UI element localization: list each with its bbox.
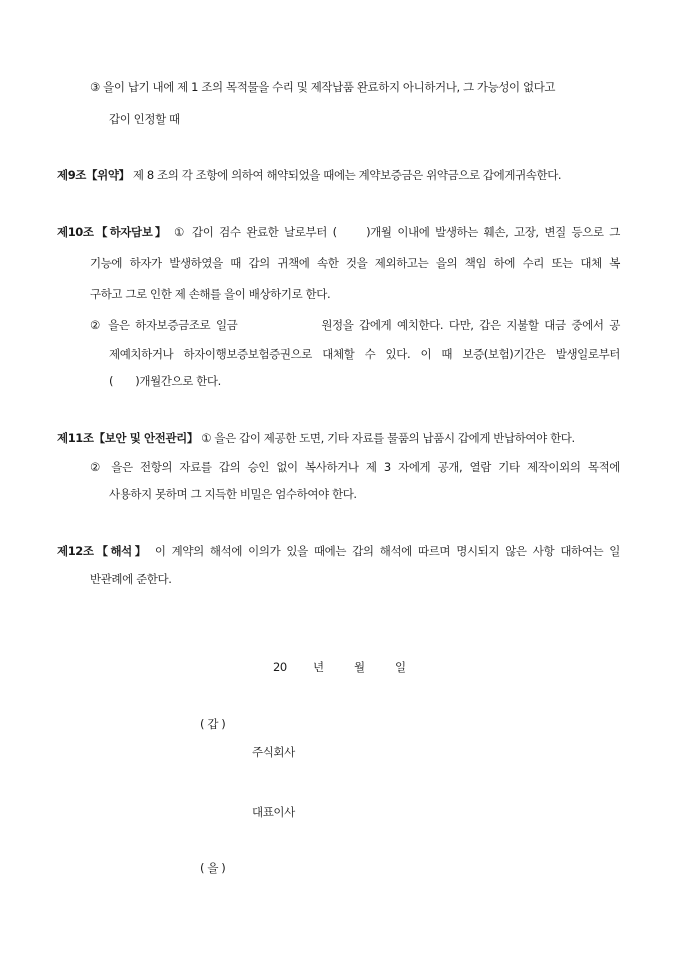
- article10-item1-line1: ① 갑이 검수 완료한 날로부터 ( )개월 이내에 발생하는 훼손, 고장, 변질 등으로 그: [174, 225, 620, 239]
- article11-heading: 제11조【보안 및 안전관리】: [57, 431, 198, 445]
- party-b-label: ( 을 ): [200, 861, 226, 875]
- article11-line1: [57, 430, 575, 446]
- article8-item3-line1: ③ 을이 납기 내에 제 1 조의 목적물을 수리 및 제작납품 완료하지 아니하거나, 그 가능성이 없다고: [90, 80, 556, 94]
- party-a-company: 주식회사: [252, 745, 295, 759]
- article10-heading: 제10조【하자담보】: [57, 225, 169, 239]
- article10-item1-line3: 구하고 그로 인한 제 손해를 을이 배상하기로 한다.: [90, 287, 331, 301]
- article10-item2-line1: ② 을은 하자보증금조로 일금 원정을 갑에게 예치한다. 다만, 갑은 지불할 대금 중에서 공: [90, 318, 620, 332]
- article9-text: 제 8 조의 각 조항에 의하여 해약되었을 때에는 계약보증금은 위약금으로 갑에게귀속한다.: [132, 168, 562, 182]
- article11-item2-line2: 사용하지 못하며 그 지득한 비밀은 엄수하여야 한다.: [109, 487, 357, 501]
- article8-item3-line2: 갑이 인정할 때: [109, 112, 180, 126]
- party-a-label: ( 갑 ): [200, 717, 226, 731]
- article10-line1: [57, 224, 620, 240]
- article10-item1-line2: 기능에 하자가 발생하였을 때 갑의 귀책에 속한 것을 제외하고는 을의 책임 하에 수리 또는 대체 복: [90, 256, 620, 270]
- article9-heading: 제9조【위약】: [57, 168, 130, 182]
- article11-item1: ① 을은 갑이 제공한 도면, 기타 자료를 물품의 납품시 갑에게 반납하여야 한다.: [201, 431, 575, 445]
- article12-text-line2: 반관례에 준한다.: [90, 572, 172, 586]
- article11-item2-line1: ② 을은 전항의 자료를 갑의 승인 없이 복사하거나 제 3 자에게 공개, 열람 기타 제작이외의 목적에: [90, 460, 620, 474]
- article10-item2-line2: 제예치하거나 하자이행보증보험증권으로 대체할 수 있다. 이 때 보증(보험)기간은 발생일로부터: [109, 347, 620, 361]
- date-month-unit: 월: [354, 660, 365, 674]
- article12-line1: [57, 543, 620, 559]
- date-day-unit: 일: [395, 660, 406, 674]
- article10-item2-line3: ( )개월간으로 한다.: [109, 374, 221, 388]
- party-a-ceo: 대표이사: [252, 805, 295, 819]
- date-year-unit: 년: [313, 660, 324, 674]
- article9: [57, 167, 561, 183]
- article12-text-line1: 이 계약의 해석에 이의가 있을 때에는 갑의 해석에 따르며 명시되지 않은 사항 대하여는 일: [154, 544, 620, 558]
- date-year-prefix: 20: [273, 660, 287, 674]
- article12-heading: 제12조【해석】: [57, 544, 149, 558]
